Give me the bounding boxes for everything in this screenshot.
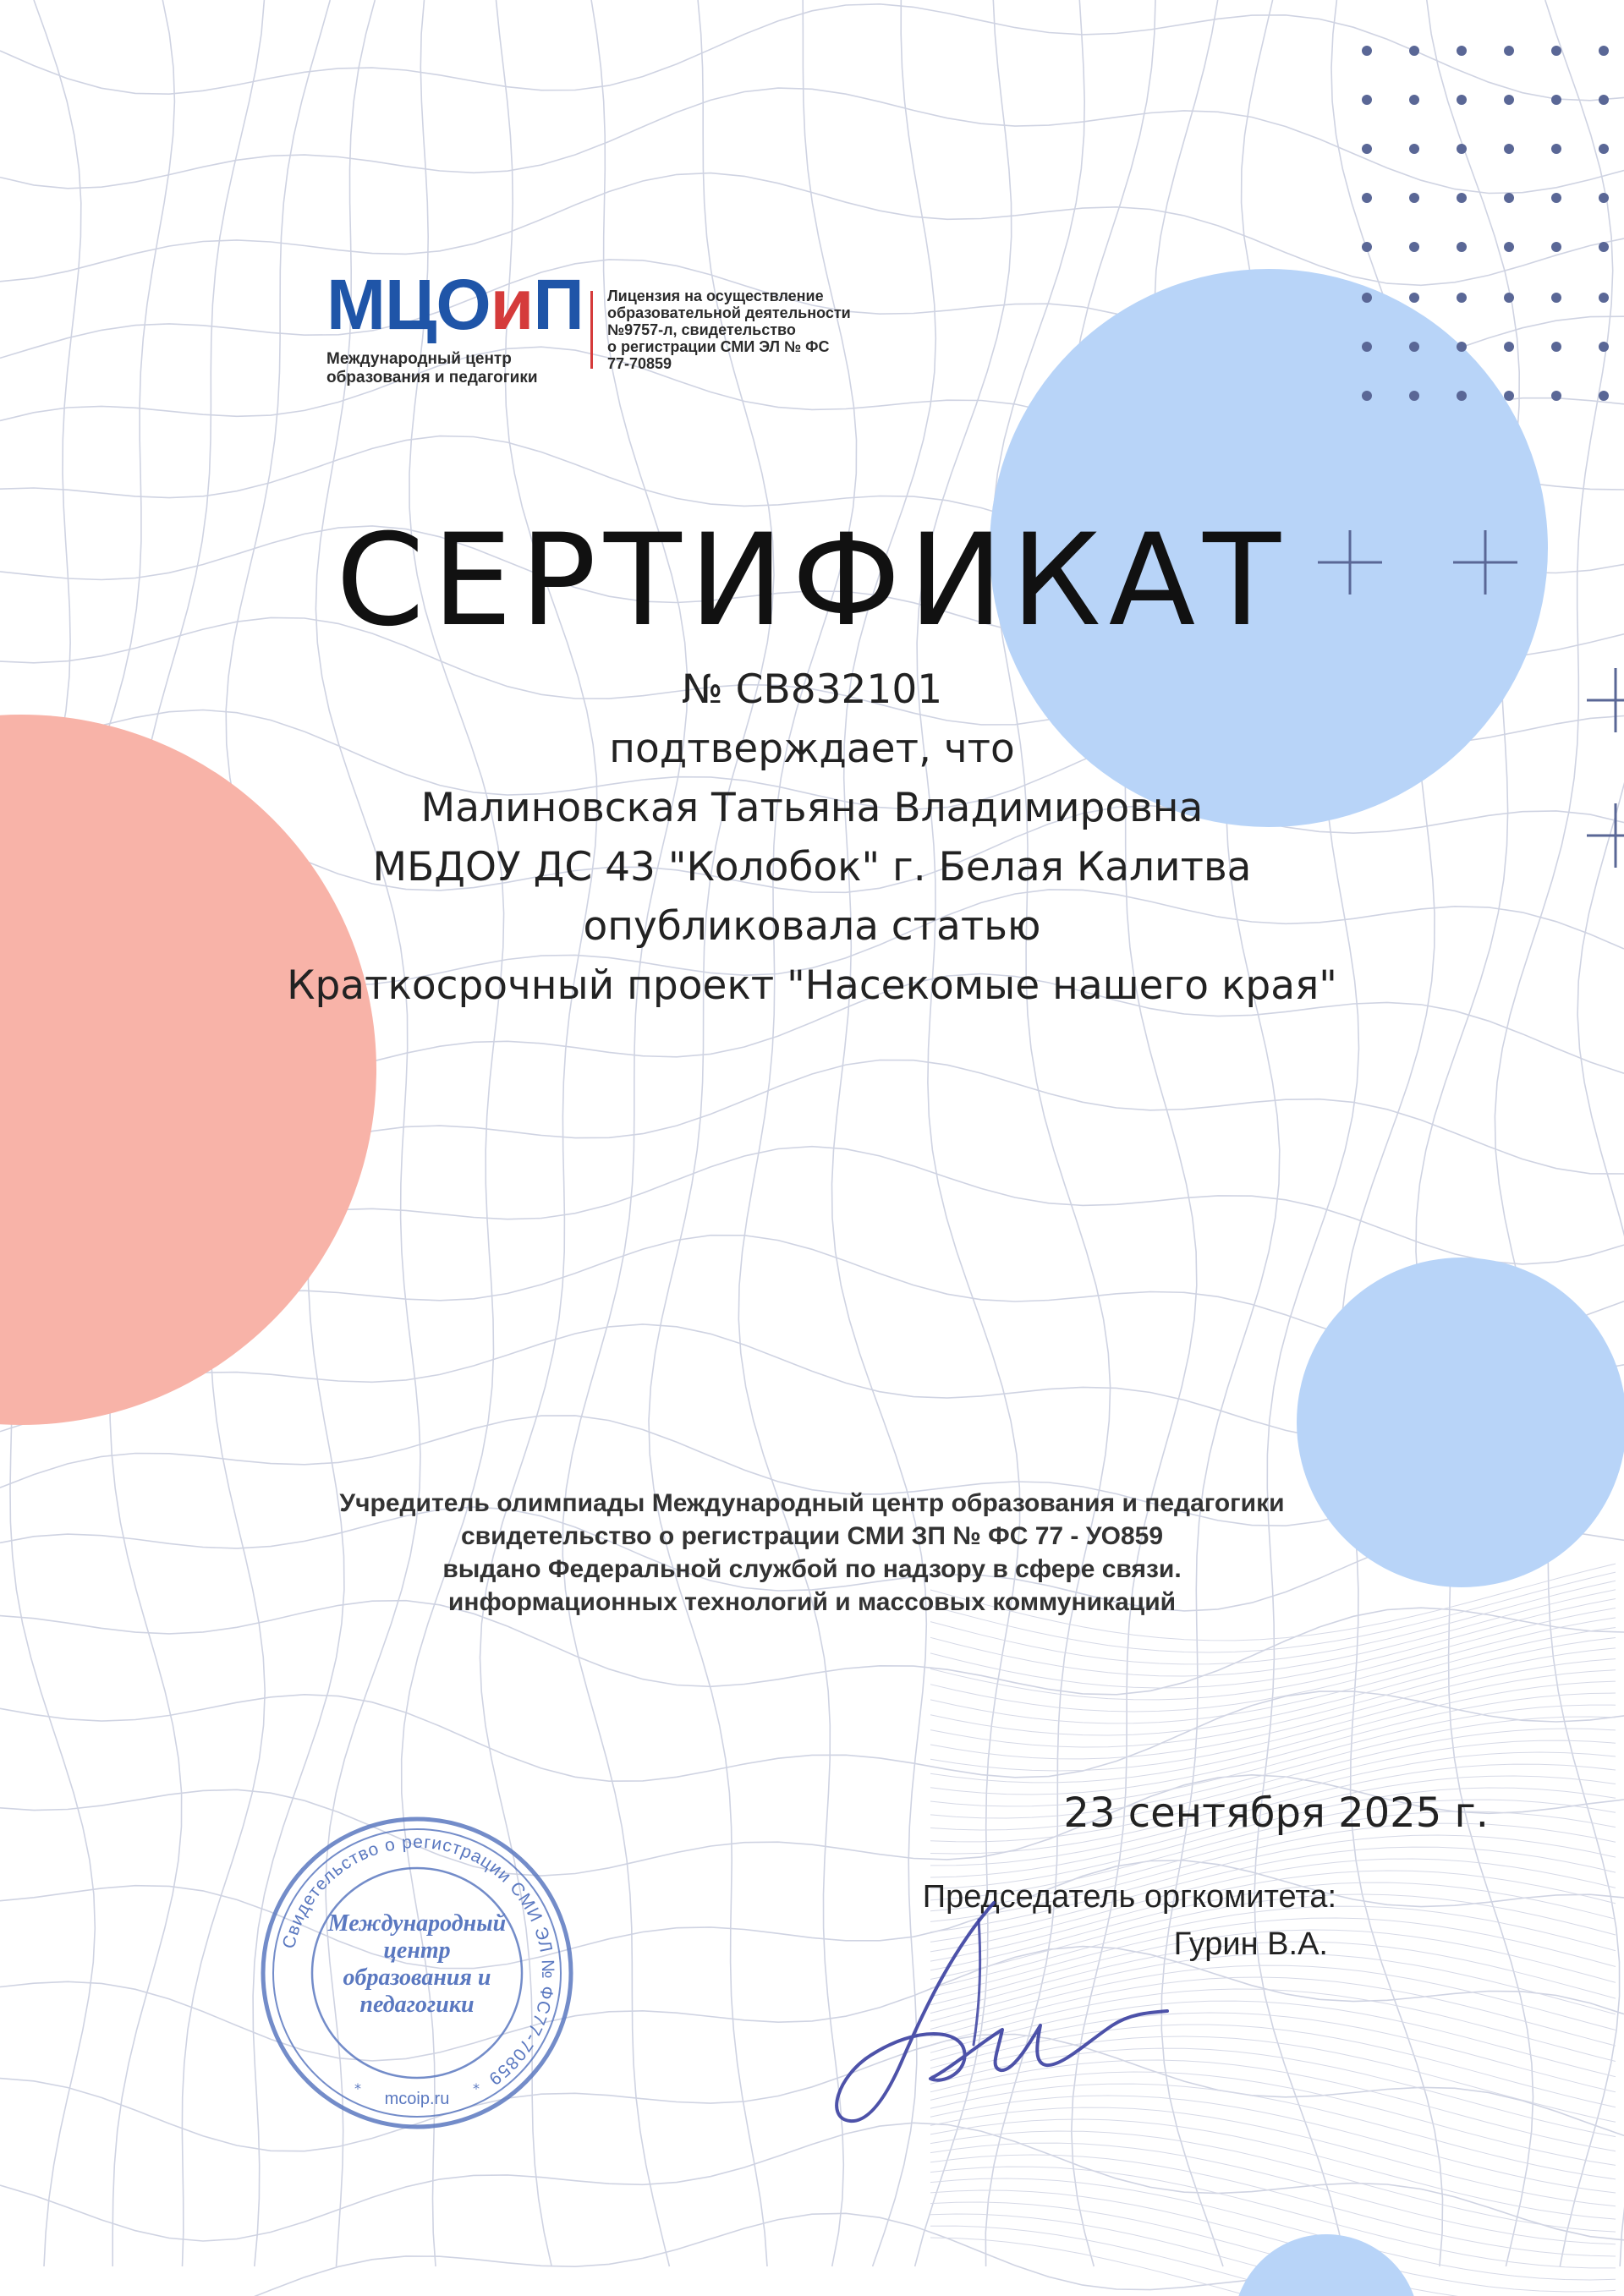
dot [1362, 193, 1372, 203]
wave-line [0, 88, 1624, 193]
logo-brand [326, 265, 584, 344]
wave-line [1495, 0, 1619, 2266]
founder-line: свидетельство о регистрации СМИ ЗП № ФС 77 - УО859 [460, 1522, 1164, 1550]
action-text: опубликовала статью [583, 903, 1041, 950]
dot [1599, 95, 1609, 105]
certificate-number: № СВ832101 [681, 666, 943, 713]
wave-line [0, 173, 1624, 286]
dot [1504, 342, 1514, 352]
dot [1599, 46, 1609, 56]
dot [1457, 193, 1467, 203]
dot [1409, 342, 1419, 352]
fine-line [930, 1693, 1616, 1795]
dot [1457, 46, 1467, 56]
confirmation-text: подтверждает, что [609, 726, 1015, 772]
dot [1599, 242, 1609, 252]
dot [1504, 391, 1514, 401]
dot [1504, 46, 1514, 56]
dot [1409, 144, 1419, 154]
dot [1457, 342, 1467, 352]
logo-subtitle-line: Международный центр [326, 350, 512, 368]
dot [1457, 95, 1467, 105]
logo-subtitle-line: образования и педагогики [326, 369, 538, 386]
dot [1504, 95, 1514, 105]
wave-line [0, 4, 1624, 101]
dot [1551, 193, 1561, 203]
dot [1551, 342, 1561, 352]
stamp-website: mcoip.ru [384, 2090, 450, 2108]
dot [1504, 293, 1514, 303]
fine-line [930, 2131, 1616, 2232]
issue-date: 23 сентября 2025 г. [1063, 1789, 1489, 1837]
license-line: о регистрации СМИ ЭЛ № ФС [607, 338, 830, 355]
dot [1409, 391, 1419, 401]
stamp-center-line: центр [383, 1937, 451, 1964]
dot [1504, 242, 1514, 252]
stamp-ring-path: Свидетельство о регистрации СМИ ЭЛ № ФС77-70859 [278, 1832, 558, 2090]
dot [1362, 242, 1372, 252]
dot [1551, 391, 1561, 401]
dot [1551, 95, 1561, 105]
recipient-organization: МБДОУ ДС 43 "Колобок" г. Белая Калитва [372, 844, 1252, 890]
article-title: Краткосрочный проект "Насекомые нашего края" [287, 962, 1337, 1009]
dot [1409, 242, 1419, 252]
dot [1362, 144, 1372, 154]
dot [1362, 293, 1372, 303]
dot [1504, 193, 1514, 203]
logo-brand-accent: и [490, 265, 534, 344]
organization-stamp [256, 1812, 578, 2134]
stamp-center-line: образования и [343, 1964, 491, 1991]
dot [1457, 293, 1467, 303]
founder-block [0, 1487, 1624, 1619]
dot [1409, 293, 1419, 303]
dot [1457, 242, 1467, 252]
logo-divider [590, 291, 593, 369]
dot [1599, 342, 1609, 352]
signature [782, 1886, 1205, 2140]
dot [1599, 293, 1609, 303]
license-text [607, 288, 895, 372]
dot [1599, 391, 1609, 401]
signatory-name: Гурин В.А. [1173, 1926, 1328, 1962]
logo-brand-end: П [533, 265, 584, 344]
dot [1457, 391, 1467, 401]
logo-subtitle [326, 350, 580, 387]
dot [1409, 46, 1419, 56]
dot [1599, 193, 1609, 203]
founder-line: информационных технологий и массовых коммуникаций [447, 1588, 1177, 1616]
founder-line: Учредитель олимпиады Международный центр образования и педагогики [339, 1489, 1285, 1517]
dot [1409, 193, 1419, 203]
license-line: образовательной деятельности [607, 304, 851, 321]
stamp-star-icon: * [354, 2080, 361, 2096]
dot [1362, 95, 1372, 105]
dot [1457, 144, 1467, 154]
license-line: Лицензия на осуществление [607, 288, 824, 304]
dot [1551, 46, 1561, 56]
dot [1362, 46, 1372, 56]
stamp-center-line: педагогики [359, 1992, 475, 2018]
dot [1551, 293, 1561, 303]
dot [1362, 391, 1372, 401]
dot [1362, 342, 1372, 352]
recipient-name: Малиновская Татьяна Владимировна [420, 785, 1204, 831]
dot [1551, 242, 1561, 252]
dot [1551, 144, 1561, 154]
license-line: 77-70859 [607, 355, 672, 372]
stamp-center-line: Международный [327, 1910, 507, 1937]
logo-brand-main: МЦО [326, 265, 491, 344]
blue-circle-bottom [1233, 2234, 1419, 2296]
signatory-label: Председатель оргкомитета: [922, 1879, 1336, 1915]
license-line: №9757-л, свидетельство [607, 321, 796, 338]
dot [1504, 144, 1514, 154]
fine-line [930, 2143, 1616, 2244]
dot [1599, 144, 1609, 154]
certificate-title: СЕРТИФИКАТ [336, 507, 1288, 655]
founder-line: выдано Федеральной службой по надзору в сфере связи. [442, 1555, 1182, 1583]
stamp-star-icon: * [473, 2080, 480, 2096]
dot [1409, 95, 1419, 105]
